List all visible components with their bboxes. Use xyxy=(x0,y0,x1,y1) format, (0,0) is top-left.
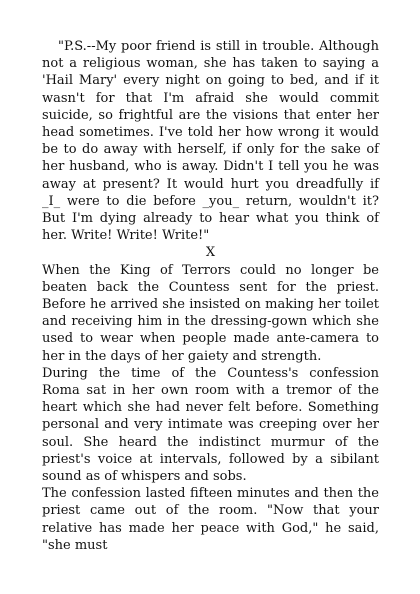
chapter-heading: X xyxy=(205,245,216,261)
document-page xyxy=(42,38,379,554)
body-paragraph-3: The confession lasted fifteen minutes and then the priest came out of the room. "Now that your relative has made her peace with God," he said, "she must xyxy=(42,486,379,553)
body-paragraph-2: During the time of the Countess's confession Roma sat in her own room with a tremor of the heart which she had never felt before. Something personal and very intimate was creeping over her soul. She heard the indistinct murmur of the priest's voice at intervals, followed by a sibilant sound as of whispers and sobs. xyxy=(42,365,379,485)
body-paragraph-1: When the King of Terrors could no longer be beaten back the Countess sent for the priest. Before he arrived she insisted on making her toilet and receiving him in the dressing-gown which she used to wear when people made ante-camera to her in the days of her gaiety and strength. xyxy=(42,262,379,364)
postscript-paragraph: "P.S.--My poor friend is still in trouble. Although not a religious woman, she has taken to saying a 'Hail Mary' every night on going to bed, and if it wasn't for that I'm afraid she would commit suicide, so frightful are the visions that enter her head sometimes. I've told her how wrong it would be to do away with herself, if only for the sake of her husband, who is away. Didn't I tell you he was away at present? It would hurt you dreadfully if _I_ were to die before _you_ return, wouldn't it? But I'm dying already to hear what you think of her. Write! Write! Write!" xyxy=(42,39,379,244)
